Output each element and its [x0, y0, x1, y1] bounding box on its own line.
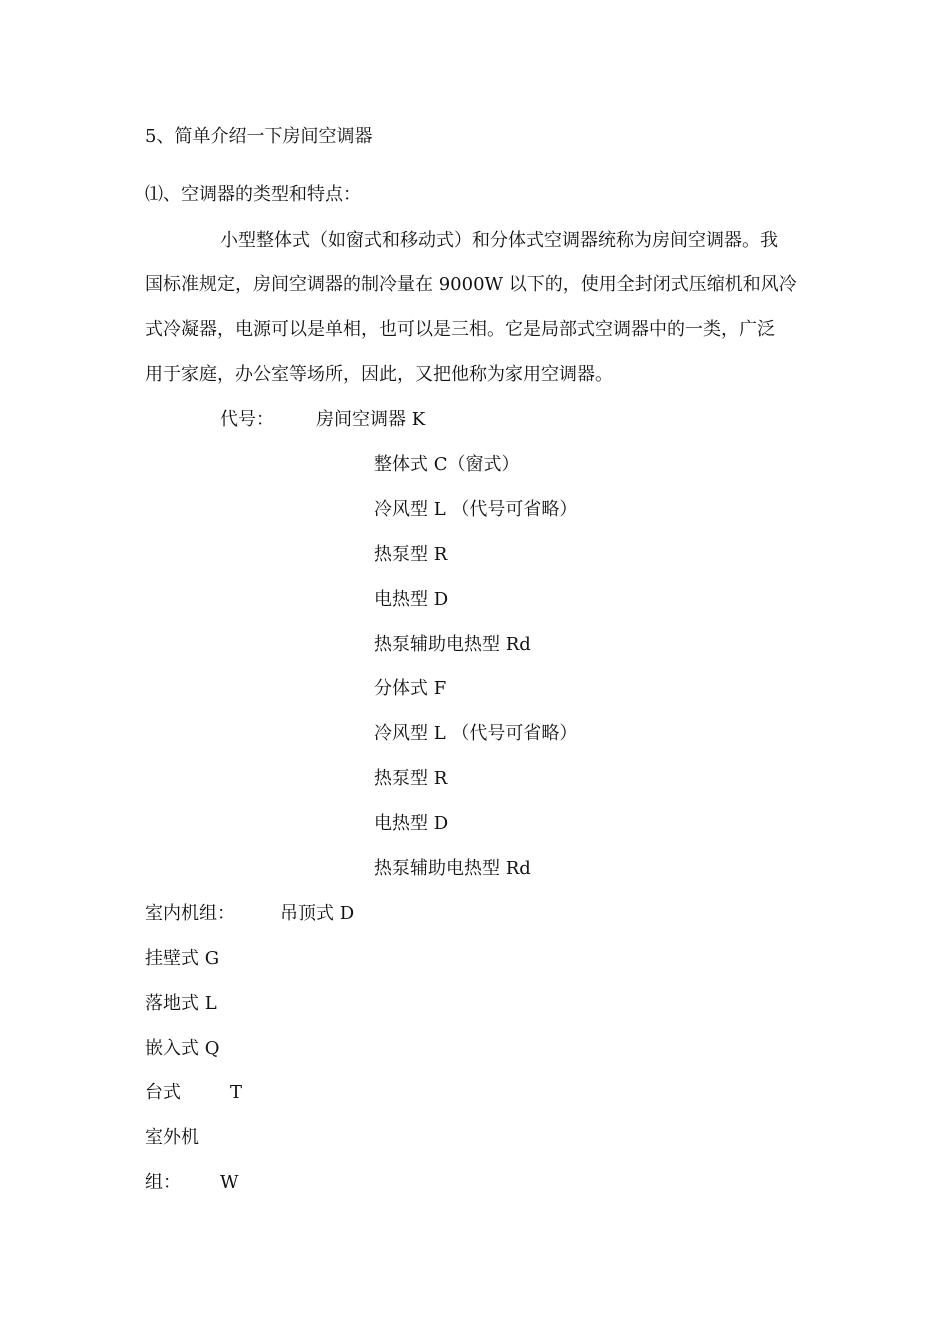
indoor-unit-label: 室内机组： — [145, 903, 235, 924]
indoor-unit-type: 挂壁式 G — [145, 948, 220, 969]
paragraph-line: 式冷凝器，电源可以是单相，也可以是三相。它是局部式空调器中的一类，广泛 — [145, 319, 775, 340]
code-item: 分体式 F — [374, 678, 447, 699]
indoor-unit-type: 吊顶式 D — [280, 903, 355, 924]
subsection-heading: ⑴、空调器的类型和特点： — [145, 184, 361, 205]
room-ac-code: 房间空调器 K — [316, 409, 426, 430]
code-item: 整体式 C（窗式） — [374, 454, 520, 475]
code-item: 电热型 D — [374, 589, 449, 610]
section-heading: 5、简单介绍一下房间空调器 — [145, 126, 373, 147]
outdoor-unit-label: 室外机 — [145, 1127, 199, 1148]
outdoor-unit-label-cont: 组： — [145, 1172, 181, 1193]
paragraph-line: 小型整体式（如窗式和移动式）和分体式空调器统称为房间空调器。我 — [220, 230, 778, 251]
code-item: 热泵辅助电热型 Rd — [374, 858, 531, 879]
code-label: 代号： — [220, 409, 274, 430]
indoor-unit-type: 落地式 L — [145, 993, 217, 1014]
indoor-desk-label: 台式 — [145, 1082, 181, 1103]
code-item: 冷风型 L （代号可省略） — [374, 723, 578, 744]
code-item: 冷风型 L （代号可省略） — [374, 499, 578, 520]
paragraph-line: 国标准规定，房间空调器的制冷量在 9000W 以下的，使用全封闭式压缩机和风冷 — [145, 274, 797, 295]
outdoor-unit-code: W — [220, 1172, 239, 1193]
code-item: 热泵辅助电热型 Rd — [374, 634, 531, 655]
code-item: 热泵型 R — [374, 768, 448, 789]
indoor-unit-type: 嵌入式 Q — [145, 1038, 220, 1059]
paragraph-line: 用于家庭，办公室等场所，因此，又把他称为家用空调器。 — [145, 364, 613, 385]
indoor-desk-code: T — [230, 1082, 243, 1103]
code-item: 热泵型 R — [374, 544, 448, 565]
code-item: 电热型 D — [374, 813, 449, 834]
